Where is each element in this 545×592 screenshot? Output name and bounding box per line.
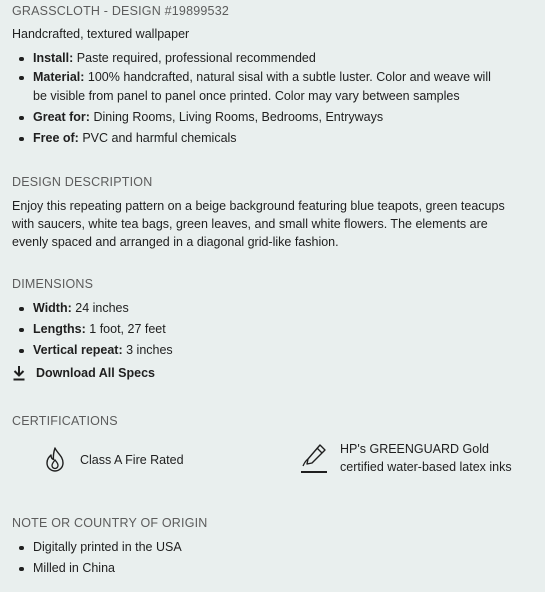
flame-icon: [42, 446, 68, 474]
product-subtitle: Handcrafted, textured wallpaper: [12, 27, 190, 41]
dimensions-list: [12, 299, 512, 360]
product-title: GRASSCLOTH - DESIGN #19899532: [12, 4, 229, 18]
cert-greenguard: [300, 440, 512, 476]
dimension-value: 3 inches: [126, 343, 173, 357]
feature-value: PVC and harmful chemicals: [82, 131, 237, 145]
origin-list: [12, 538, 512, 578]
dimensions-title: DIMENSIONS: [12, 277, 94, 291]
cert-fire-rated: [42, 446, 184, 474]
dimension-label: Width:: [33, 301, 72, 315]
cert-text: [340, 440, 512, 476]
dimension-width: [12, 299, 512, 318]
feature-label: Material:: [33, 70, 85, 84]
download-icon: [12, 365, 26, 381]
cert-label: Class A Fire Rated: [80, 453, 184, 467]
feature-free-of: [12, 129, 512, 148]
design-description-text: Enjoy this repeating pattern on a beige background featuring blue teapots, green teacups with saucers, white tea bags, green leaves, and small white flowers. The elements are evenly spaced and arranged in a diagonal grid-like fashion.: [12, 199, 505, 249]
feature-material: [12, 68, 512, 106]
paint-brush-icon: [300, 442, 328, 474]
download-specs-link[interactable]: [12, 365, 155, 381]
feature-value: Dining Rooms, Living Rooms, Bedrooms, Entryways: [93, 110, 384, 124]
feature-label: Install:: [33, 51, 74, 65]
cert-label: HP's GREENGUARD Gold: [340, 442, 489, 456]
dimension-lengths: [12, 320, 512, 339]
origin-item: Milled in China: [12, 559, 512, 578]
design-description-title: DESIGN DESCRIPTION: [12, 175, 153, 189]
feature-great-for: [12, 108, 512, 127]
feature-label: Free of:: [33, 131, 79, 145]
cert-sublabel: certified water-based latex inks: [340, 460, 512, 474]
feature-list: [12, 49, 512, 148]
dimension-label: Vertical repeat:: [33, 343, 123, 357]
dimension-value: 24 inches: [75, 301, 129, 315]
certifications-title: CERTIFICATIONS: [12, 414, 118, 428]
feature-label: Great for:: [33, 110, 90, 124]
dimension-vertical-repeat: [12, 341, 512, 360]
feature-install: [12, 49, 512, 68]
feature-value: Paste required, professional recommended: [76, 51, 316, 65]
dimension-label: Lengths:: [33, 322, 86, 336]
origin-item: Digitally printed in the USA: [12, 538, 512, 557]
dimension-value: 1 foot, 27 feet: [89, 322, 166, 336]
feature-value: 100% handcrafted, natural sisal with a subtle luster. Color and weave will be visible from panel to panel once printed. Color may vary between samples: [33, 70, 491, 103]
download-specs-label: Download All Specs: [36, 366, 156, 380]
origin-title: NOTE OR COUNTRY OF ORIGIN: [12, 516, 208, 530]
